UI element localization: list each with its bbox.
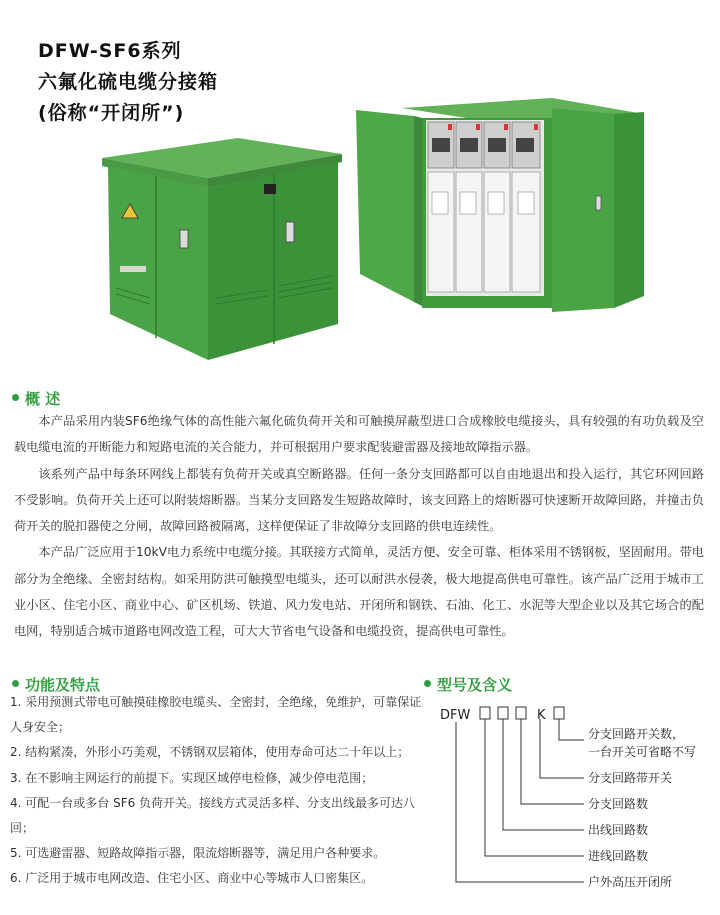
overview-paragraph: 本产品采用内装SF6绝缘气体的高性能六氟化硫负荷开关和可触摸屏蔽型进口合成橡胶电缆接头，具有较强的有功负载及空载电缆电流的开断能力和短路电流的关合能力，并可根据用户要求配装避雷器及接地故障指示器。 [14,414,704,455]
model-heading-text: 型号及含义 [437,676,513,694]
overview-body [14,408,704,645]
model-legend-item: 户外高压开闭所 [588,875,673,889]
overview-paragraph: 该系列产品中每条环网线上都装有负荷开关或真空断路器。任何一条分支回路都可以自由地退出和投入运行，其它环网回路不受影响。负荷开关上还可以附装熔断器。当某分支回路发生短路故障时，该支回路上的熔断器可快速断开故障回路，并撞击负荷开关的脱扣器使之分闸，故障回路被隔离，这样便保证了非故障分支回路的供电连续性。 [14,466,704,534]
model-diagram [436,700,716,900]
feature-item: 2. 结构紧凑，外形小巧美观，不锈钢双层箱体，使用寿命可达二十年以上； [10,745,410,760]
features-list [10,690,430,892]
feature-item: 3. 在不影响主网运行的前提下。实现区域停电检修，减少停电范围； [10,770,374,785]
product-title [38,36,218,129]
title-line-2: 六氟化硫电缆分接箱 [38,71,219,93]
bullet-dot-icon [424,680,431,687]
model-legend-item: 分支回路数 [588,797,649,811]
overview-heading [12,388,60,409]
model-code-box [554,707,564,719]
overview-heading-text: 概 述 [25,390,61,408]
model-legend-item: 出线回路数 [588,823,649,837]
model-legend-item: 一台开关可省略不写 [588,745,697,759]
feature-item: 1. 采用预测式带电可触摸硅橡胶电缆头、全密封，全绝缘，免维护，可靠保证人身安全； [10,695,422,735]
title-line-1: DFW-SF6系列 [38,40,182,62]
features-heading-text: 功能及特点 [25,676,101,694]
title-line-3: (俗称“开闭所”) [38,102,185,124]
model-code-box [498,707,508,719]
model-code-box [516,707,526,719]
model-legend-item: 进线回路数 [588,849,649,863]
feature-item: 6. 广泛用于城市电网改造、住宅小区、商业中心等城市人口密集区。 [10,871,374,886]
overview-paragraph: 本产品广泛应用于10kV电力系统中电缆分接。其联接方式简单，灵活方便、安全可靠、柜体采用不锈钢板，坚固耐用。带电部分为全绝缘、全密封结构。如采用防洪可触摸型电缆头，还可以耐洪水侵袭，极大地提高供电可靠性。该产品广泛用于城市工业小区、住宅小区、商业中心、矿区机场、铁道、风力发电站、开闭所和钢铁、石油、化工、水泥等大型企业以及其它场合的配电网，特别适合城市道路电网改造工程，可大大节省电气设备和电缆投资，提高供电可靠性。 [14,545,704,639]
model-code-letter: K [537,708,546,723]
model-legend-item: 分支回路开关数， [588,727,685,741]
feature-item: 4. 可配一台或多台 SF6 负荷开关。接线方式灵活多样、分支出线最多可达八回； [10,795,416,836]
bullet-dot-icon [12,394,19,401]
model-code-prefix: DFW [440,708,471,723]
model-legend-item: 分支回路带开关 [588,771,673,785]
bullet-dot-icon [12,680,19,687]
feature-item: 5. 可选避雷器、短路故障指示器，限流熔断器等，满足用户各种要求。 [10,846,386,861]
model-heading [424,674,512,695]
model-code-box [480,707,490,719]
model-diagram-svg [436,700,716,900]
open-cabinet-photo [352,96,646,314]
closed-cabinet-photo [98,118,344,362]
